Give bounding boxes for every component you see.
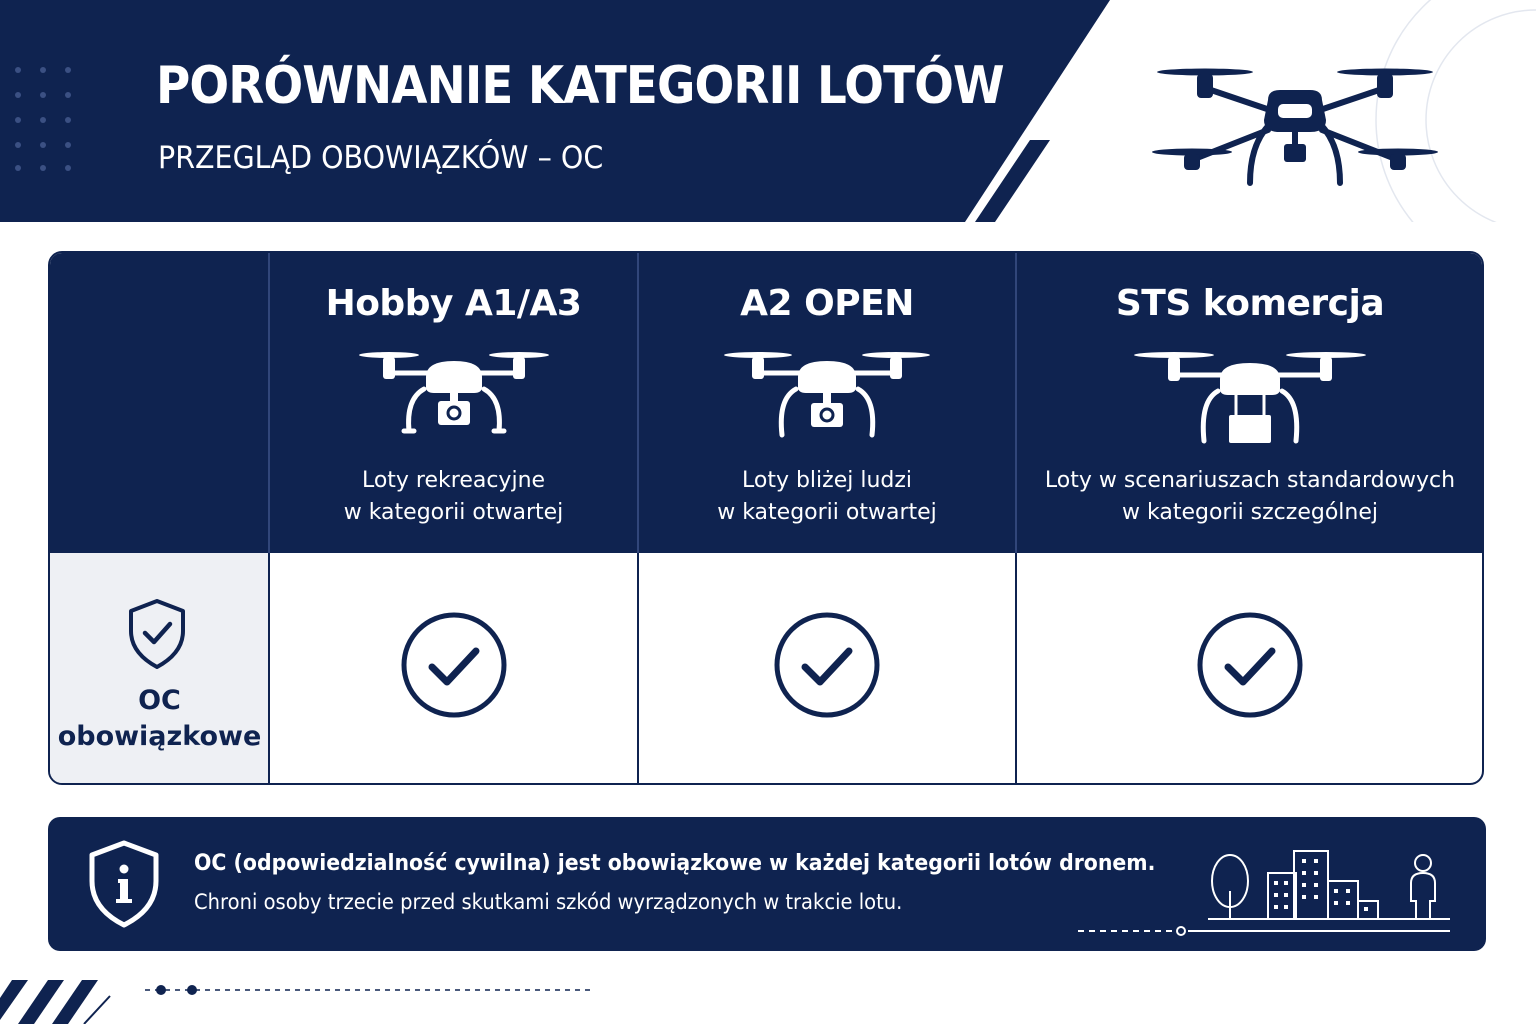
row-label-oc: OC [138, 685, 181, 716]
column-title: STS komercja [1115, 283, 1385, 324]
page-subtitle: PRZEGLĄD OBOWIĄZKÓW – OC [158, 140, 604, 176]
drone-icon [1150, 48, 1440, 193]
page-title: PORÓWNANIE KATEGORII LOTÓW [156, 56, 1004, 116]
column-divider-header [268, 253, 270, 553]
info-box [48, 817, 1486, 951]
info-title: OC (odpowiedzialność cywilna) jest obowiązkowe w każdej kategorii lotów dronem. [194, 851, 1156, 876]
column-description-line: w kategorii szczególnej [1122, 500, 1378, 525]
city-people-icon [1078, 831, 1458, 939]
column-description-line: Loty w scenariuszach standardowych [1044, 468, 1456, 493]
column-sts [1016, 253, 1484, 783]
column-description-line: w kategorii otwartej [343, 500, 564, 525]
comparison-table [48, 251, 1484, 785]
column-description-line: Loty bliżej ludzi [741, 468, 913, 493]
info-subtitle: Chroni osoby trzecie przed skutkami szkód wyrządzonych w trakcie lotu. [194, 890, 903, 914]
check-circle-icon [773, 611, 881, 719]
column-description-line: Loty rekreacyjne [361, 468, 546, 493]
info-shield-icon [86, 839, 162, 929]
row-label [50, 683, 269, 755]
column-description [1016, 465, 1484, 529]
table-corner-cell [50, 253, 269, 553]
column-title: A2 OPEN [740, 283, 914, 324]
column-a2-open [638, 253, 1016, 783]
check-circle-icon [400, 611, 508, 719]
drone-camera-icon [720, 349, 934, 441]
column-divider-header [1015, 253, 1017, 553]
shield-check-icon [125, 597, 189, 671]
row-label-cell [50, 553, 269, 785]
column-title: Hobby A1/A3 [325, 283, 582, 324]
column-description [638, 465, 1016, 529]
check-circle-icon [1196, 611, 1304, 719]
footer-decoration [0, 966, 620, 1024]
column-hobby [269, 253, 638, 783]
column-divider-header [637, 253, 639, 553]
column-description [269, 465, 638, 529]
drone-cargo-icon [1130, 349, 1370, 445]
drone-camera-icon [354, 349, 554, 439]
row-label-required: obowiązkowe [57, 721, 262, 752]
column-description-line: w kategorii otwartej [717, 500, 937, 525]
